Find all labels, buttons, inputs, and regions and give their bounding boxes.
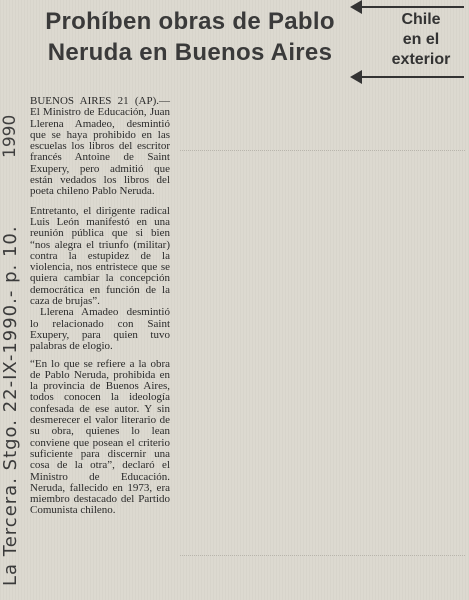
headline-line-2: Neruda en Buenos Aires [47, 39, 333, 66]
section-marker [352, 0, 469, 86]
section-label-line-1: Chile [401, 11, 441, 28]
left-arrow-icon [352, 6, 464, 8]
section-label-line-2: en el [402, 31, 440, 48]
article-paragraph: BUENOS AIRES 21 (AP).— El Ministro de Educación, Juan Llerena Amadeo, desmintió que se haya prohibido en las escuelas los libros del escritor francés Antoine de Saint Exupery, pero admitió que están vedados los libros del poeta chileno Pablo Neruda. [30, 95, 170, 198]
handwritten-source-note: La Tercera. Stgo. 22-IX-1990.- p. 10. [0, 225, 21, 586]
headline-line-1: Prohíben obras de Pablo [45, 8, 335, 35]
article-body [30, 96, 170, 517]
article-paragraph: “En lo que se refiere a la obra de Pablo Neruda, prohibida en la provincia de Buenos Aires, todos conocen la ideología confesada de ese autor. Y sin desmerecer el valor literario de su obra, quienes lo lean conviene que posean el criterio suficiente para discernir una cosa de la otra”, declaró el Ministro de Educación. Neruda, fallecido en 1973, era miembro destacado del Partido Comunista chileno. [30, 357, 170, 517]
article-paragraph: Entretanto, el dirigente radical Luis León manifestó en una reunión pública que si bien “nos alegra el triunfo (militar) contra la estupidez de la violencia, nos entristece que se quiera cambiar la concepción democrática en función de la caza de brujas”. [30, 204, 170, 308]
section-label-line-3: exterior [391, 51, 451, 68]
divider [180, 555, 465, 556]
left-arrow-icon [352, 76, 464, 78]
handwritten-year: 1990 [0, 114, 20, 158]
divider [180, 150, 465, 151]
section-label [376, 10, 466, 70]
article-paragraph: Llerena Amadeo desmintió lo relacionado con Saint Exupery, para quien tuvo palabras de elogio. [30, 306, 170, 353]
headline [40, 6, 340, 68]
